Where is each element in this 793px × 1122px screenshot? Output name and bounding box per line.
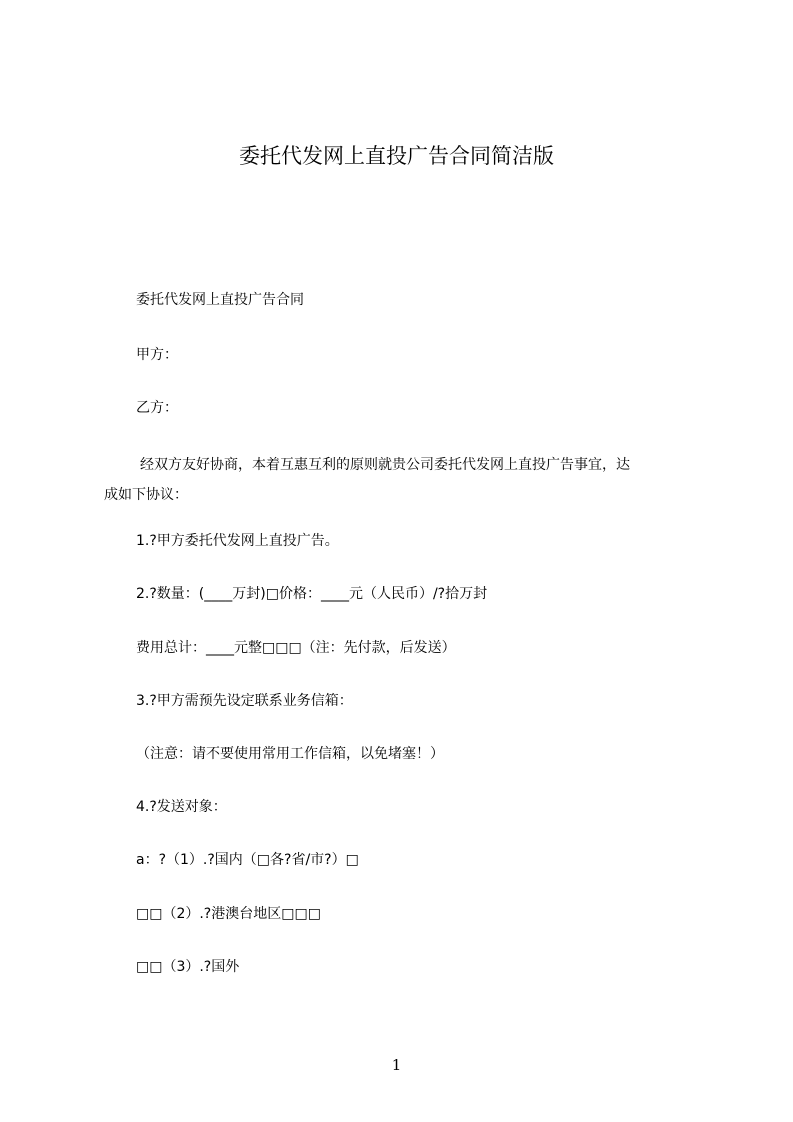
party-a-line: 甲方：	[136, 347, 178, 363]
party-b-line: 乙方：	[136, 400, 178, 416]
clause-2: 2.?数量：(____万封)□价格：____元（人民币）/?拾万封	[136, 586, 488, 602]
target-overseas: □□（3）.?国外	[136, 959, 240, 975]
clause-1: 1.?甲方委托代发网上直投广告。	[136, 533, 339, 549]
mailbox-note: （注意：请不要使用常用工作信箱，以免堵塞！）	[136, 746, 444, 762]
clause-4: 4.?发送对象：	[136, 799, 227, 815]
target-hk-macau-taiwan: □□（2）.?港澳台地区□□□	[136, 906, 321, 922]
contract-subtitle: 委托代发网上直投广告合同	[136, 292, 304, 308]
document-title: 委托代发网上直投广告合同简洁版	[239, 144, 554, 168]
intro-line-2: 成如下协议：	[104, 487, 188, 503]
total-cost-line: 费用总计：____元整□□□（注：先付款，后发送）	[136, 640, 456, 656]
target-domestic: a：?（1）.?国内（□各?省/市?）□	[136, 852, 359, 868]
intro-line-1: 经双方友好协商，本着互惠互利的原则就贵公司委托代发网上直投广告事宜，达	[140, 457, 630, 473]
intro-paragraph	[104, 450, 724, 510]
clause-3: 3.?甲方需预先设定联系业务信箱：	[136, 693, 353, 709]
page-number: 1	[391, 1056, 402, 1074]
